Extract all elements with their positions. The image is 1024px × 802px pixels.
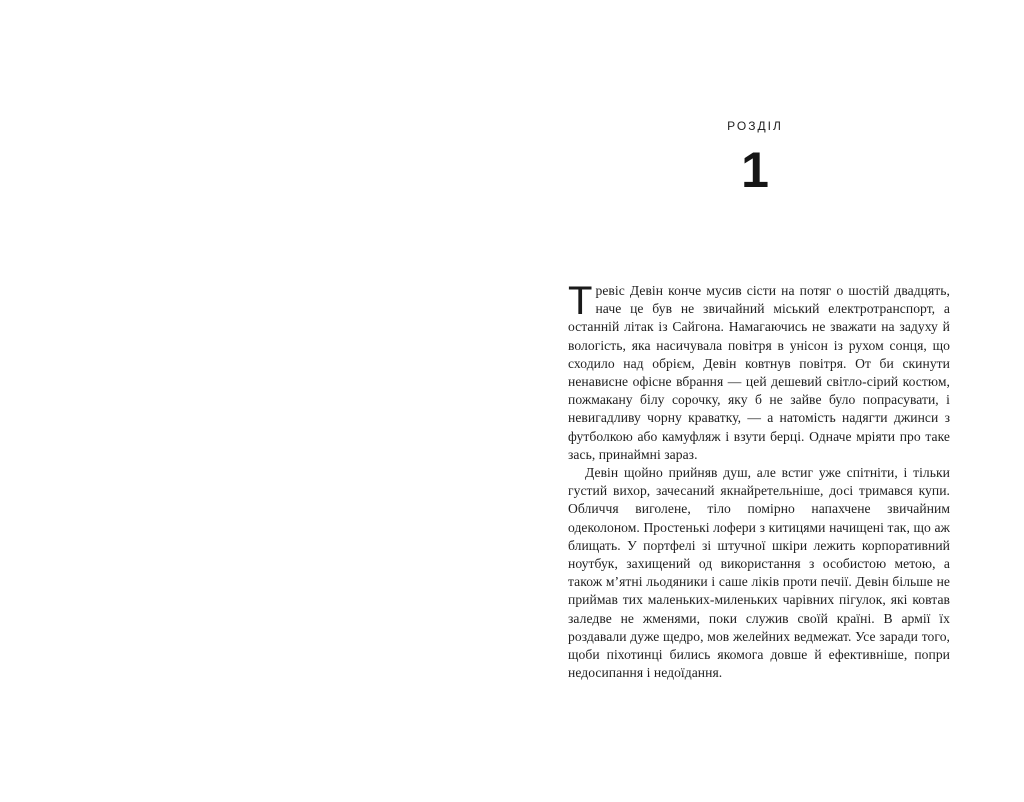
chapter-label: РОЗДІЛ <box>727 119 783 133</box>
paragraph-2: Девін щойно прийняв душ, але встиг уже спітніти, і тільки густий вихор, зачесаний якнайретельніше, досі тримався купи. Обличчя виголене, тіло помірно напахчене звичайним одеколоном. Простенькі лофери з китицями начищені так, що аж блищать. У портфелі зі штучної шкіри лежить корпоративний ноутбук, захищений од використання з особистою метою, а також м’ятні льодяники і саше ліків проти печії. Девін більше не приймав тих маленьких-миленьких чарівних пігулок, які ковтав заледве не жменями, поки служив своїй країні. В армії їх роздавали дуже щедро, мов желейних ведмежат. Усе заради того, щоби піхотинці бились якомога довше й ефективніше, попри недосипання і недоїдання. <box>568 465 950 681</box>
paragraph-1-text: ревіс Девін конче мусив сісти на потяг о шостій двадцять, наче це був не звичайний міський електротранспорт, а останній літак із Сайгона. Намагаючись не зважати на задуху й вологість, яка насичувала повітря в унісон із рухом сонця, що сходило над обрієм, Девін ковтнув повітря. От би скинути ненависне офісне вбрання — цей дешевий світло-сірий костюм, пожмакану білу сорочку, яку б не зайве було попрасувати, і невигадливу чорну краватку, — а натомість надягти джинси з футболкою або камуфляж і взути берці. Одначе мріяти про таке зась, принаймні зараз. <box>568 283 950 462</box>
right-page <box>512 0 1024 802</box>
chapter-number: 1 <box>741 142 769 198</box>
drop-cap: Т <box>568 279 593 323</box>
paragraph-1 <box>568 279 950 464</box>
chapter-body <box>568 279 950 682</box>
